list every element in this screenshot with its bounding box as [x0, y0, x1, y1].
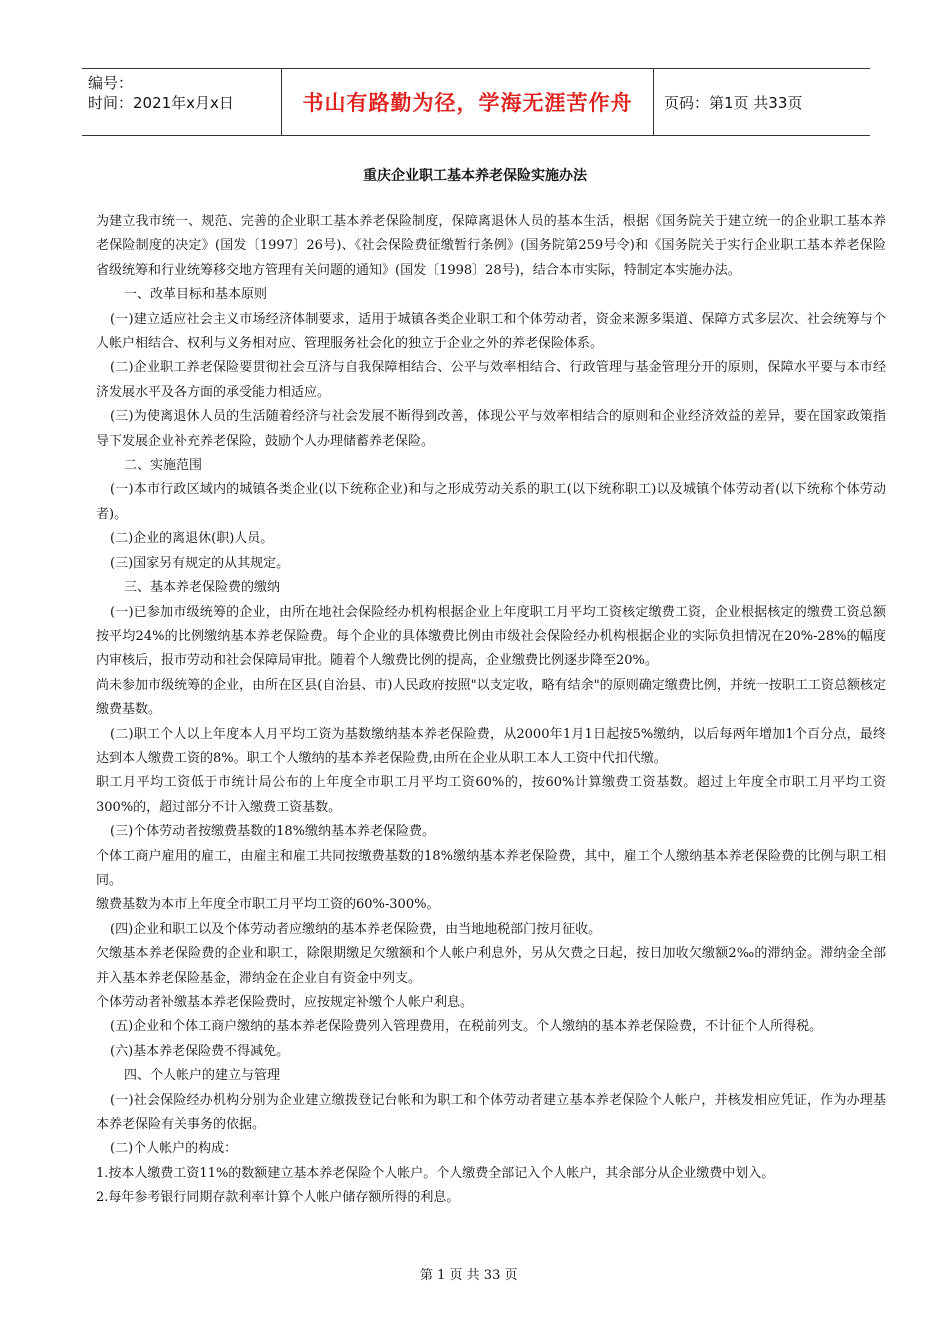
paragraph: (一)已参加市级统筹的企业，由所在地社会保险经办机构根据企业上年度职工月平均工资核定缴费工资，企业根据核定的缴费工资总额按平均24%的比例缴纳基本养老保险费。每个企业的具体缴费比例由市级社会保险经办机构根据企业的实际负担情况在20%-28%的幅度内审核后，报市劳动和社会保障局审批。随着个人缴费比例的提高，企业缴费比例逐步降至20%。: [96, 604, 886, 669]
paragraph: (一)社会保险经办机构分别为企业建立缴拨登记台帐和为职工和个体劳动者建立基本养老保险个人帐户，并核发相应凭证，作为办理基本养老保险有关事务的依据。: [96, 1092, 886, 1133]
paragraph: (二)企业职工养老保险要贯彻社会互济与自我保障相结合、公平与效率相结合、行政管理与基金管理分开的原则，保障水平要与本市经济发展水平及各方面的承受能力相适应。: [96, 360, 886, 400]
paragraph: (三)国家另有规定的从其规定。: [110, 555, 290, 571]
paragraph: 尚未参加市级统筹的企业，由所在区县(自治县、市)人民政府按照"以支定收，略有结余"的原则确定缴费比例，并统一按职工工资总额核定缴费基数。: [96, 677, 886, 718]
paragraph: 个体工商户雇用的雇工，由雇主和雇工共同按缴费基数的18%缴纳基本养老保险费，其中，雇工个人缴纳基本养老保险费的比例与职工相同。: [96, 848, 886, 888]
paragraph: 为建立我市统一、规范、完善的企业职工基本养老保险制度，保障离退休人员的基本生活，根据《国务院关于建立统一的企业职工基本养老保险制度的决定》(国发〔1997〕26号)、《社会保险费征缴暂行条例》(国务院第259号令)和《国务院关于实行企业职工基本养老保险省级统筹和行业统筹移交地方管理有关问题的通知》(国发〔1998〕28号)，结合本市实际，特制定本实施办法。: [96, 214, 886, 278]
paragraph: 欠缴基本养老保险费的企业和职工，除限期缴足欠缴额和个人帐户利息外，另从欠费之日起，按日加收欠缴额2‰的滞纳金。滞纳金全部并入基本养老保险基金，滞纳金在企业自有资金中列支。: [96, 946, 886, 986]
document-date: 时间：2021年x月x日: [88, 94, 234, 112]
paragraph: 一、改革目标和基本原则: [124, 287, 268, 303]
paragraph: 个体劳动者补缴基本养老保险费时，应按规定补缴个人帐户利息。: [96, 995, 474, 1010]
document-number-label: 编号：: [88, 74, 134, 92]
paragraph: (三)为使离退休人员的生活随着经济与社会发展不断得到改善，体现公平与效率相结合的原则和企业经济效益的差异，要在国家政策指导下发展企业补充养老保险，鼓励个人办理储蓄养老保险。: [96, 409, 886, 449]
paragraph: 职工月平均工资低于市统计局公布的上年度全市职工月平均工资60%的，按60%计算缴费工资基数。超过上年度全市职工月平均工资300%的，超过部分不计入缴费工资基数。: [96, 775, 886, 815]
header-motto: 书山有路勤为径，学海无涯苦作舟: [302, 91, 633, 115]
page-footer: 第 1 页 共 33 页: [420, 1268, 518, 1283]
paragraph: (一)本市行政区域内的城镇各类企业(以下统称企业)和与之形成劳动关系的职工(以下统称职工)以及城镇个体劳动者(以下统称个体劳动者)。: [96, 482, 886, 522]
paragraph: 二、实施范围: [124, 458, 203, 474]
paragraph: (二)个人帐户的构成：: [110, 1141, 238, 1157]
paragraph: 缴费基数为本市上年度全市职工月平均工资的60%-300%。: [96, 897, 440, 913]
document-header-table: [82, 68, 870, 136]
paragraph: (二)职工个人以上年度本人月平均工资为基数缴纳基本养老保险费，从2000年1月1日起按5%缴纳，以后每两年增加1个百分点，最终达到本人缴费工资的8%。职工个人缴纳的基本养老保险费,由所在企业从职工本人工资中代扣代缴。: [96, 726, 886, 766]
paragraph: (二)企业的离退休(职)人员。: [110, 531, 274, 547]
header-page-cell: [654, 69, 870, 135]
header-page-info: 页码：第1页 共33页: [664, 93, 803, 112]
paragraph: (三)个体劳动者按缴费基数的18%缴纳基本养老保险费。: [110, 824, 436, 840]
header-left-cell: [82, 69, 282, 135]
paragraph: (五)企业和个体工商户缴纳的基本养老保险费列入管理费用，在税前列支。个人缴纳的基本养老保险费，不计征个人所得税。: [110, 1019, 823, 1035]
paragraph: 四、个人帐户的建立与管理: [124, 1068, 281, 1084]
document-body: [96, 210, 886, 1211]
paragraph: (四)企业和职工以及个体劳动者应缴纳的基本养老保险费，由当地地税部门按月征收。: [110, 921, 602, 937]
paragraph: 2.每年参考银行同期存款利率计算个人帐户储存额所得的利息。: [96, 1190, 460, 1206]
paragraph: 三、基本养老保险费的缴纳: [124, 580, 281, 596]
paragraph: 1.按本人缴费工资11%的数额建立基本养老保险个人帐户。个人缴费全部记入个人帐户，其余部分从企业缴费中划入。: [96, 1165, 775, 1181]
paragraph: (六)基本养老保险费不得减免。: [110, 1043, 290, 1059]
header-motto-cell: [282, 69, 654, 135]
document-title: 重庆企业职工基本养老保险实施办法: [363, 168, 587, 184]
paragraph: (一)建立适应社会主义市场经济体制要求，适用于城镇各类企业职工和个体劳动者，资金来源多渠道、保障方式多层次、社会统筹与个人帐户相结合、权利与义务相对应、管理服务社会化的独立于企业之外的养老保险体系。: [96, 311, 886, 352]
